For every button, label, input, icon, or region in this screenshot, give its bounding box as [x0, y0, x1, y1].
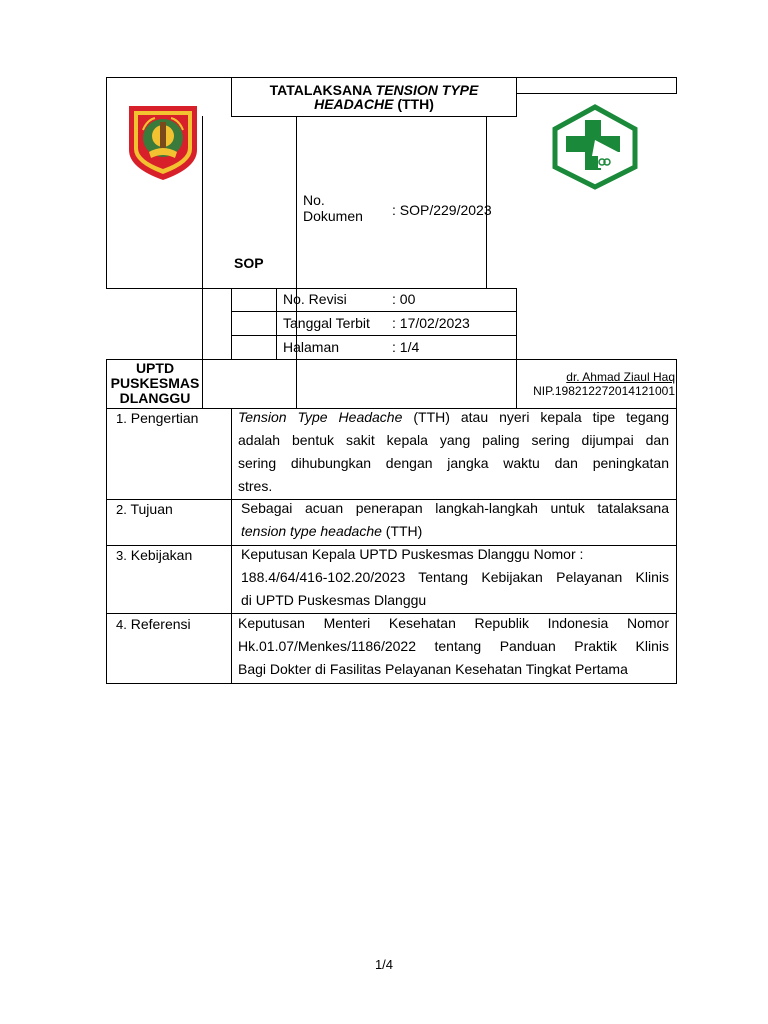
rule — [516, 93, 676, 94]
page-value: : 1/4 — [392, 339, 420, 355]
body-line: Bagi Dokter di Fasilitas Pelayanan Kesehatan Tingkat Pertama — [238, 661, 628, 677]
section-3-label — [116, 547, 192, 564]
section-label: Referensi — [130, 616, 191, 632]
sop-label: SOP — [234, 255, 264, 271]
body-line: 188.4/64/416-102.20/2023 Tentang Kebijakan Pelayanan Klinis — [241, 569, 669, 585]
body-text: (TTH) — [381, 523, 423, 539]
title-italic: HEADACHE — [314, 96, 394, 112]
body-line: sering dihubungkan dengan jangka waktu dan peningkatan — [238, 455, 669, 471]
rule — [276, 288, 277, 360]
signer-block — [517, 370, 675, 398]
rule — [231, 288, 232, 360]
issue-date-value: : 17/02/2023 — [392, 315, 470, 331]
section-number: 1. — [116, 411, 127, 426]
section-1-body — [238, 406, 669, 498]
org-name-line: DLANGGU — [119, 390, 191, 406]
rule — [231, 116, 516, 117]
italic-term: tension type headache — [241, 523, 382, 539]
document-title-line2 — [232, 96, 516, 113]
doc-number-label-1: No. — [303, 192, 325, 208]
body-line — [238, 406, 669, 429]
section-label: Kebijakan — [130, 547, 193, 563]
section-2-label — [116, 501, 173, 518]
rule — [231, 335, 516, 336]
section-label: Tujuan — [130, 501, 173, 517]
italic-term: Tension Type Headache — [238, 409, 403, 425]
rule — [106, 683, 676, 684]
title-prefix: TATALAKSANA — [269, 82, 376, 98]
section-3-body — [241, 543, 669, 612]
issue-date-label: Tanggal Terbit — [283, 315, 370, 331]
section-number: 2. — [116, 502, 127, 517]
signer-name: dr. Ahmad Ziaul Haq — [566, 370, 675, 384]
rule — [516, 77, 517, 117]
rule — [516, 77, 676, 78]
title-suffix: (TTH) — [393, 96, 434, 112]
page-label: Halaman — [283, 339, 340, 355]
doc-number-label-2: Dokumen — [303, 208, 363, 224]
rule — [106, 359, 676, 360]
doc-number-value: : SOP/229/2023 — [392, 202, 492, 218]
rule — [231, 408, 232, 684]
rule — [296, 116, 297, 409]
org-name-line: UPTD — [135, 360, 175, 376]
revision-value: : 00 — [392, 291, 416, 307]
rule — [106, 77, 231, 78]
mojokerto-regency-logo — [125, 100, 201, 182]
rule — [202, 116, 203, 409]
puskesmas-logo — [552, 104, 638, 190]
rule — [106, 288, 516, 289]
section-number: 4. — [116, 617, 127, 632]
body-line: di UPTD Puskesmas Dlanggu — [241, 592, 427, 608]
org-name-line: PUSKESMAS — [110, 375, 200, 391]
title-italic: TENSION TYPE — [375, 82, 479, 98]
rule — [676, 77, 677, 94]
section-number: 3. — [116, 548, 127, 563]
signer-nip: NIP.198212272014121001 — [533, 384, 675, 398]
page-number: 1/4 — [374, 957, 394, 972]
body-line: Keputusan Menteri Kesehatan Republik Indonesia Nomor — [238, 615, 669, 631]
body-line: Sebagai acuan penerapan langkah-langkah untuk tatalaksana — [241, 500, 669, 516]
body-line — [241, 520, 669, 543]
rule — [231, 311, 516, 312]
rule — [676, 359, 677, 684]
body-text: (TTH) atau nyeri kepala tipe tegang — [402, 409, 669, 425]
org-name — [110, 361, 200, 406]
body-line: adalah bentuk sakit kepala yang paling sering dijumpai dan — [238, 432, 669, 448]
section-4-label — [116, 616, 191, 633]
section-1-label — [116, 410, 198, 427]
rule — [231, 77, 516, 78]
revision-label: No. Revisi — [283, 291, 347, 307]
body-line: stres. — [238, 478, 273, 494]
rule — [106, 359, 107, 684]
section-4-body — [238, 612, 669, 681]
body-line: Keputusan Kepala UPTD Puskesmas Dlanggu Nomor : — [241, 546, 584, 562]
section-label: Pengertian — [130, 410, 199, 426]
rule — [106, 77, 107, 289]
body-line: Hk.01.07/Menkes/1186/2022 tentang Panduan Praktik Klinis — [238, 638, 669, 654]
section-2-body — [241, 497, 669, 543]
